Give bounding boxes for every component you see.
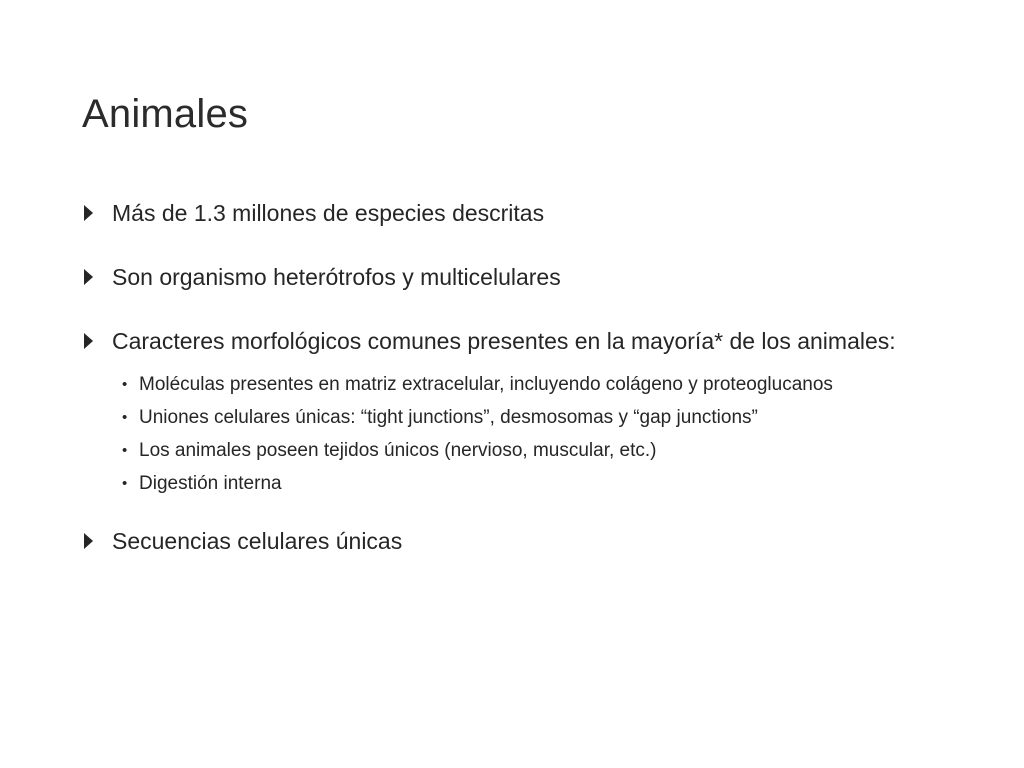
sub-bullet-text: Uniones celulares únicas: “tight junctions”, desmosomas y “gap junctions” [139,407,758,428]
slide-title: Animales [82,92,249,136]
bullet-item [82,514,942,568]
dot-bullet-icon: • [122,442,128,459]
bullet-text: Más de 1.3 millones de especies descritas [112,200,545,226]
dot-bullet-icon: • [122,475,128,492]
sub-bullet-text: Los animales poseen tejidos únicos (nervioso, muscular, etc.) [139,440,657,461]
bullet-item [82,250,942,304]
sub-bullet-list [82,372,942,496]
triangle-right-icon [84,333,93,349]
sub-bullet-item [120,372,899,397]
bullet-text: Caracteres morfológicos comunes presentes en la mayoría* de los animales: [112,328,896,354]
bullet-text: Secuencias celulares únicas [112,528,403,554]
sub-bullet-text: Digestión interna [139,473,282,494]
sub-bullet-item [120,438,899,463]
triangle-right-icon [84,533,93,549]
bullet-text: Son organismo heterótrofos y multicelulares [112,264,561,290]
dot-bullet-icon: • [122,376,128,393]
bullet-item [82,186,942,240]
sub-bullet-item [120,405,899,430]
slide-content [82,186,942,568]
sub-bullet-item [120,471,899,496]
triangle-right-icon [84,205,93,221]
bullet-item [82,314,942,368]
dot-bullet-icon: • [122,409,128,426]
triangle-right-icon [84,269,93,285]
sub-bullet-text: Moléculas presentes en matriz extracelular, incluyendo colágeno y proteoglucanos [139,374,833,395]
